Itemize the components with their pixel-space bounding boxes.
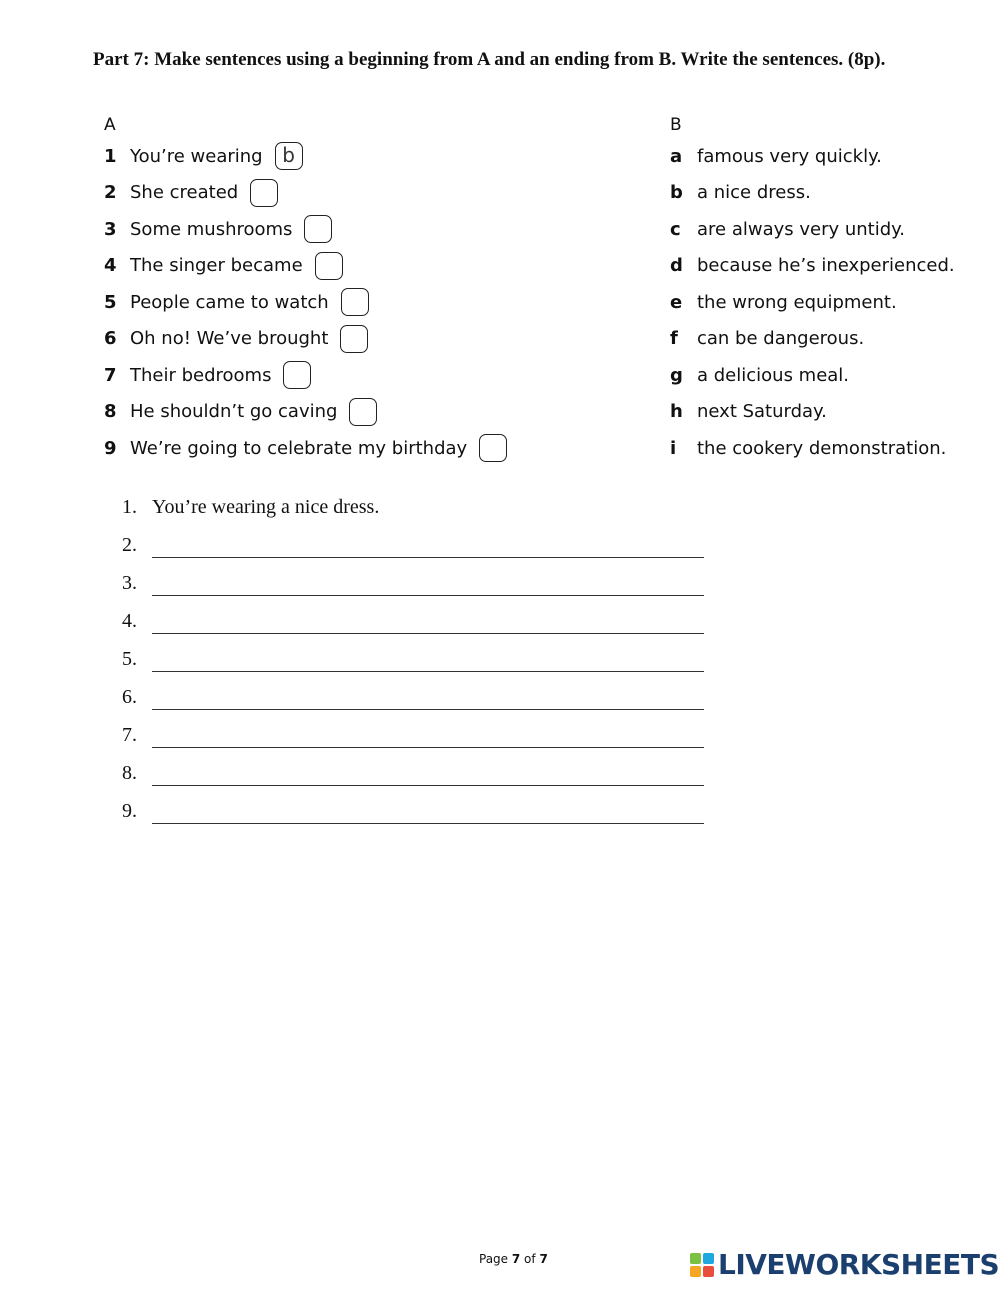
item-text: He shouldn’t go caving <box>130 401 338 423</box>
item-text: People came to watch <box>130 291 329 313</box>
item-text: next Saturday. <box>697 401 827 423</box>
item-number: 4 <box>104 255 117 277</box>
answer-box[interactable] <box>304 215 332 243</box>
item-text: Oh no! We’ve brought <box>130 328 329 350</box>
logo-square <box>690 1266 701 1277</box>
logo-icon <box>690 1253 714 1277</box>
logo-text: LIVEWORKSHEETS <box>718 1248 1000 1281</box>
answer-number: 5. <box>122 647 137 670</box>
page-prefix: Page <box>479 1252 512 1266</box>
item-number: 6 <box>104 328 117 350</box>
item-text: because he’s inexperienced. <box>697 255 955 277</box>
answer-number: 6. <box>122 685 137 708</box>
item-text: Their bedrooms <box>130 364 272 386</box>
column-b <box>670 112 955 467</box>
answer-row <box>122 564 704 602</box>
answer-box[interactable] <box>341 288 369 316</box>
liveworksheets-logo <box>690 1248 999 1281</box>
answer-text: You’re wearing a nice dress. <box>152 495 380 518</box>
column-a-item <box>104 430 507 467</box>
page-number <box>479 1252 548 1266</box>
answer-box[interactable] <box>349 398 377 426</box>
item-text: a delicious meal. <box>697 364 850 386</box>
answer-row <box>122 640 704 678</box>
column-a-item <box>104 394 507 431</box>
answer-line[interactable] <box>152 533 704 558</box>
answer-row <box>122 792 704 830</box>
column-b-item <box>670 175 955 212</box>
answer-number: 1. <box>122 495 137 518</box>
answer-number: 7. <box>122 723 137 746</box>
page-of: of <box>520 1252 540 1266</box>
answer-number: 9. <box>122 799 137 822</box>
column-a-item <box>104 248 507 285</box>
column-a-item <box>104 175 507 212</box>
answer-row <box>122 488 704 526</box>
answer-number: 3. <box>122 571 137 594</box>
answer-box[interactable]: b <box>275 142 303 170</box>
column-a-item <box>104 138 507 175</box>
item-letter: e <box>670 291 683 313</box>
logo-square <box>703 1253 714 1264</box>
column-b-item <box>670 321 955 358</box>
item-number: 1 <box>104 145 117 167</box>
answer-number: 8. <box>122 761 137 784</box>
item-number: 5 <box>104 291 117 313</box>
item-text: We’re going to celebrate my birthday <box>130 437 468 459</box>
column-b-heading: B <box>670 115 682 135</box>
answer-box[interactable] <box>283 361 311 389</box>
answer-row <box>122 526 704 564</box>
answer-row <box>122 678 704 716</box>
column-b-item <box>670 248 955 285</box>
answer-number: 2. <box>122 533 137 556</box>
column-b-item <box>670 284 955 321</box>
answer-line[interactable] <box>152 685 704 710</box>
answer-list <box>122 488 704 830</box>
answer-box[interactable] <box>340 325 368 353</box>
answer-line[interactable] <box>152 799 704 824</box>
column-a-item <box>104 211 507 248</box>
item-number: 2 <box>104 182 117 204</box>
item-text: a nice dress. <box>697 182 811 204</box>
item-text: She created <box>130 182 239 204</box>
item-text: The singer became <box>130 255 303 277</box>
column-a-heading: A <box>104 115 116 135</box>
item-letter: d <box>670 255 683 277</box>
answer-line[interactable] <box>152 647 704 672</box>
column-a <box>104 112 507 467</box>
item-number: 8 <box>104 401 117 423</box>
answer-number: 4. <box>122 609 137 632</box>
logo-square <box>690 1253 701 1264</box>
item-text: You’re wearing <box>130 145 263 167</box>
page-total: 7 <box>539 1252 548 1266</box>
item-text: famous very quickly. <box>697 145 882 167</box>
item-text: Some mushrooms <box>130 218 293 240</box>
answer-box[interactable] <box>479 434 507 462</box>
column-b-item <box>670 394 955 431</box>
item-number: 3 <box>104 218 117 240</box>
column-b-item <box>670 357 955 394</box>
answer-box[interactable] <box>315 252 343 280</box>
logo-square <box>703 1266 714 1277</box>
answer-line[interactable] <box>152 761 704 786</box>
item-number: 7 <box>104 364 117 386</box>
answer-line[interactable] <box>152 723 704 748</box>
answer-line[interactable] <box>152 571 704 596</box>
item-letter: c <box>670 218 681 240</box>
item-letter: a <box>670 145 683 167</box>
answer-box[interactable] <box>250 179 278 207</box>
answer-row <box>122 716 704 754</box>
item-text: can be dangerous. <box>697 328 865 350</box>
answer-line[interactable] <box>152 609 704 634</box>
item-letter: b <box>670 182 683 204</box>
column-a-item <box>104 284 507 321</box>
item-number: 9 <box>104 437 117 459</box>
column-a-item <box>104 321 507 358</box>
item-letter: g <box>670 364 683 386</box>
answer-row <box>122 602 704 640</box>
answer-row <box>122 754 704 792</box>
item-text: the wrong equipment. <box>697 291 897 313</box>
exercise-title: Part 7: Make sentences using a beginning from A and an ending from B. Write the sentences. (8p). <box>93 49 886 70</box>
column-b-item <box>670 430 955 467</box>
item-letter: i <box>670 437 677 459</box>
column-b-item <box>670 211 955 248</box>
column-b-item <box>670 138 955 175</box>
page-current: 7 <box>511 1252 521 1266</box>
item-text: the cookery demonstration. <box>697 437 947 459</box>
item-text: are always very untidy. <box>697 218 905 240</box>
item-letter: f <box>670 328 678 350</box>
column-a-item <box>104 357 507 394</box>
item-letter: h <box>670 401 683 423</box>
